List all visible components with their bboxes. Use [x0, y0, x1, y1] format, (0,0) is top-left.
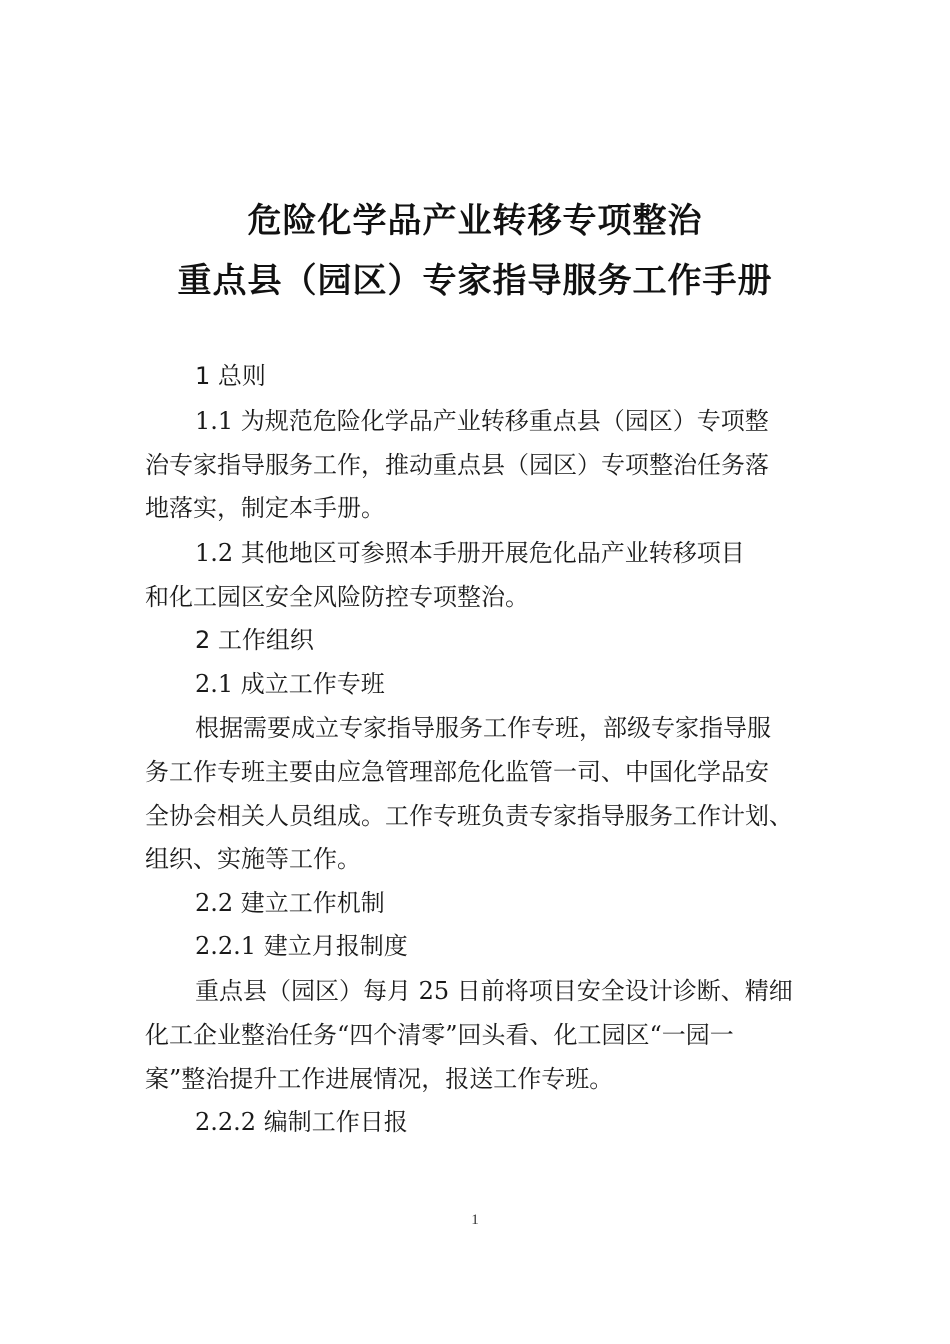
- paragraph-line: 重点县（园区）每月 25 日前将项目安全设计诊断、精细: [195, 977, 793, 1005]
- document-title-line-1: 危险化学品产业转移专项整治: [247, 201, 703, 241]
- subsection-heading: 2.2 建立工作机制: [195, 889, 385, 917]
- paragraph-line: 1.1 为规范危险化学品产业转移重点县（园区）专项整: [195, 407, 769, 435]
- paragraph-line: 组织、实施等工作。: [145, 845, 361, 873]
- paragraph-line: 地落实，制定本手册。: [145, 494, 385, 522]
- page-number: 1: [471, 1212, 479, 1228]
- paragraph-line: 治专家指导服务工作，推动重点县（园区）专项整治任务落: [145, 451, 769, 479]
- paragraph-line: 根据需要成立专家指导服务工作专班，部级专家指导服: [195, 714, 771, 742]
- paragraph-line: 和化工园区安全风险防控专项整治。: [145, 583, 529, 611]
- subsection-heading: 2.2.2 编制工作日报: [195, 1108, 408, 1136]
- section-heading-2: 2 工作组织: [195, 626, 314, 654]
- paragraph-line: 1.2 其他地区可参照本手册开展危化品产业转移项目: [195, 539, 745, 567]
- paragraph-line: 全协会相关人员组成。工作专班负责专家指导服务工作计划、: [145, 802, 793, 830]
- paragraph-line: 务工作专班主要由应急管理部危化监管一司、中国化学品安: [145, 758, 769, 786]
- paragraph-line: 案”整治提升工作进展情况，报送工作专班。: [145, 1065, 614, 1093]
- document-title-line-2: 重点县（园区）专家指导服务工作手册: [177, 261, 773, 301]
- section-heading-1: 1 总则: [195, 362, 266, 390]
- subsection-heading: 2.1 成立工作专班: [195, 670, 385, 698]
- subsection-heading: 2.2.1 建立月报制度: [195, 932, 408, 960]
- paragraph-line: 化工企业整治任务“四个清零”回头看、化工园区“一园一: [145, 1021, 734, 1049]
